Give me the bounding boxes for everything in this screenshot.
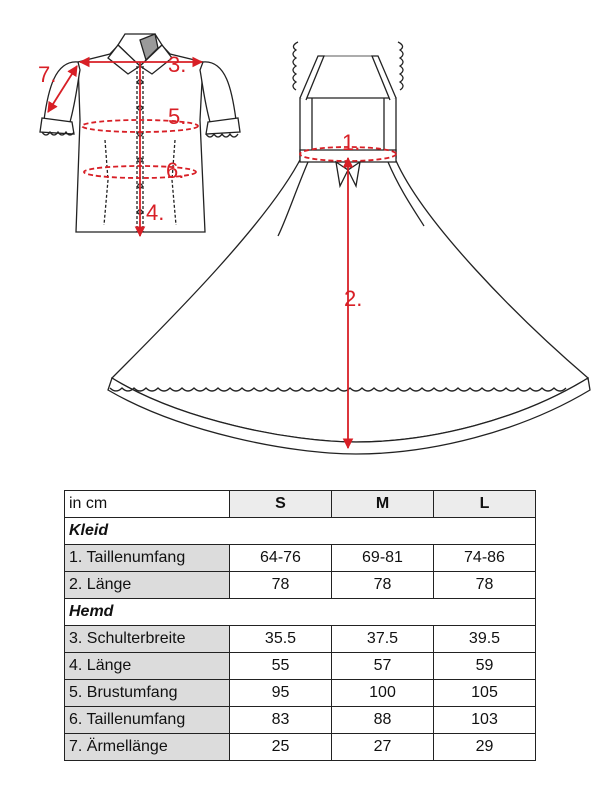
cell-value: 78 <box>434 572 536 599</box>
marker-5: 5. <box>168 104 187 129</box>
cell-value: 83 <box>230 707 332 734</box>
cell-value: 55 <box>230 653 332 680</box>
cell-value: 27 <box>332 734 434 761</box>
cell-value: 39.5 <box>434 626 536 653</box>
row-label: 4. Länge <box>65 653 230 680</box>
size-header-s: S <box>230 491 332 518</box>
marker-4: 4. <box>146 200 165 225</box>
cell-value: 78 <box>230 572 332 599</box>
row-label: 5. Brustumfang <box>65 680 230 707</box>
cell-value: 29 <box>434 734 536 761</box>
cell-value: 100 <box>332 680 434 707</box>
cell-value: 64-76 <box>230 545 332 572</box>
marker-1: 1. <box>342 130 361 155</box>
section-row-hemd <box>65 599 536 626</box>
marker-3: 3. <box>168 52 187 77</box>
cell-value: 105 <box>434 680 536 707</box>
table-row <box>65 707 536 734</box>
row-label: 7. Ärmellänge <box>65 734 230 761</box>
cell-value: 59 <box>434 653 536 680</box>
table-row <box>65 626 536 653</box>
row-label: 1. Taillenumfang <box>65 545 230 572</box>
marker-7: 7. <box>38 62 57 87</box>
cell-value: 74-86 <box>434 545 536 572</box>
cell-value: 69-81 <box>332 545 434 572</box>
section-title: Kleid <box>65 518 536 545</box>
cell-value: 57 <box>332 653 434 680</box>
table-row <box>65 680 536 707</box>
section-row-kleid <box>65 518 536 545</box>
table-row <box>65 545 536 572</box>
marker-6: 6. <box>166 158 185 183</box>
size-header-l: L <box>434 491 536 518</box>
unit-label: in cm <box>65 491 230 518</box>
cell-value: 25 <box>230 734 332 761</box>
row-label: 6. Taillenumfang <box>65 707 230 734</box>
size-table <box>64 490 536 761</box>
table-row <box>65 572 536 599</box>
size-header-m: M <box>332 491 434 518</box>
cell-value: 88 <box>332 707 434 734</box>
row-label: 3. Schulterbreite <box>65 626 230 653</box>
table-row <box>65 734 536 761</box>
cell-value: 103 <box>434 707 536 734</box>
cell-value: 78 <box>332 572 434 599</box>
section-title: Hemd <box>65 599 536 626</box>
cell-value: 37.5 <box>332 626 434 653</box>
row-label: 2. Länge <box>65 572 230 599</box>
marker-2: 2. <box>344 286 363 311</box>
cell-value: 35.5 <box>230 626 332 653</box>
cell-value: 95 <box>230 680 332 707</box>
table-header-row <box>65 491 536 518</box>
table-row <box>65 653 536 680</box>
